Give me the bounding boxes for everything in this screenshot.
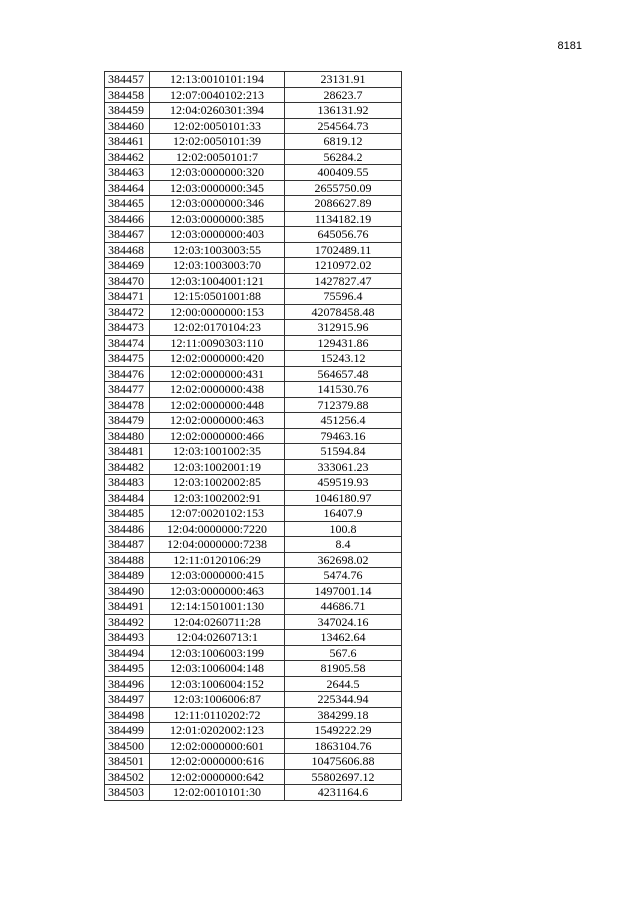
cadastral-number-cell: 12:04:0260711:28 [150,614,285,630]
cadastral-number-cell: 12:03:0000000:403 [150,227,285,243]
cadastral-number-cell: 12:04:0260301:394 [150,103,285,119]
cadastral-number-cell: 12:02:0000000:616 [150,754,285,770]
cadastral-number-cell: 12:11:0110202:72 [150,707,285,723]
value-cell: 459519.93 [285,475,402,491]
cadastral-number-cell: 12:11:0090303:110 [150,335,285,351]
value-cell: 1549222.29 [285,723,402,739]
row-id-cell: 384479 [105,413,150,429]
cadastral-number-cell: 12:02:0000000:420 [150,351,285,367]
cadastral-number-cell: 12:00:0000000:153 [150,304,285,320]
value-cell: 51594.84 [285,444,402,460]
row-id-cell: 384503 [105,785,150,801]
row-id-cell: 384484 [105,490,150,506]
table-row [105,630,402,646]
row-id-cell: 384485 [105,506,150,522]
value-cell: 56284.2 [285,149,402,165]
cadastral-number-cell: 12:04:0000000:7238 [150,537,285,553]
value-cell: 16407.9 [285,506,402,522]
table-row [105,614,402,630]
value-cell: 1046180.97 [285,490,402,506]
page-number: 8181 [557,40,582,52]
value-cell: 141530.76 [285,382,402,398]
value-cell: 384299.18 [285,707,402,723]
table-row [105,134,402,150]
row-id-cell: 384489 [105,568,150,584]
cadastral-number-cell: 12:02:0000000:466 [150,428,285,444]
table-row [105,645,402,661]
row-id-cell: 384460 [105,118,150,134]
value-cell: 1497001.14 [285,583,402,599]
table-row [105,180,402,196]
value-cell: 13462.64 [285,630,402,646]
cadastral-number-cell: 12:03:0000000:346 [150,196,285,212]
row-id-cell: 384499 [105,723,150,739]
table-row [105,413,402,429]
value-cell: 42078458.48 [285,304,402,320]
cadastral-number-cell: 12:03:1003003:70 [150,258,285,274]
value-cell: 129431.86 [285,335,402,351]
row-id-cell: 384476 [105,366,150,382]
table-row [105,304,402,320]
table-row [105,521,402,537]
table-row [105,537,402,553]
value-cell: 1427827.47 [285,273,402,289]
value-cell: 8.4 [285,537,402,553]
value-cell: 79463.16 [285,428,402,444]
row-id-cell: 384500 [105,738,150,754]
table-row [105,676,402,692]
value-cell: 2655750.09 [285,180,402,196]
value-cell: 44686.71 [285,599,402,615]
cadastral-number-cell: 12:14:1501001:130 [150,599,285,615]
row-id-cell: 384462 [105,149,150,165]
row-id-cell: 384502 [105,769,150,785]
row-id-cell: 384466 [105,211,150,227]
row-id-cell: 384495 [105,661,150,677]
table-row [105,506,402,522]
value-cell: 2086627.89 [285,196,402,212]
table-row [105,382,402,398]
cadastral-number-cell: 12:03:1002002:91 [150,490,285,506]
table-row [105,273,402,289]
row-id-cell: 384457 [105,72,150,88]
cadastral-number-cell: 12:03:1003003:55 [150,242,285,258]
table-row [105,785,402,801]
table-row [105,165,402,181]
value-cell: 23131.91 [285,72,402,88]
cadastral-number-cell: 12:03:0000000:415 [150,568,285,584]
cadastral-number-cell: 12:01:0202002:123 [150,723,285,739]
table-row [105,769,402,785]
cadastral-number-cell: 12:02:0050101:39 [150,134,285,150]
table-row [105,118,402,134]
cadastral-number-cell: 12:03:0000000:345 [150,180,285,196]
row-id-cell: 384470 [105,273,150,289]
table-row [105,87,402,103]
table-row [105,242,402,258]
value-cell: 347024.16 [285,614,402,630]
cadastral-number-cell: 12:02:0000000:601 [150,738,285,754]
row-id-cell: 384493 [105,630,150,646]
value-cell: 100.8 [285,521,402,537]
table-row [105,227,402,243]
table-row [105,258,402,274]
row-id-cell: 384458 [105,87,150,103]
value-cell: 362698.02 [285,552,402,568]
table-row [105,738,402,754]
cadastral-number-cell: 12:11:0120106:29 [150,552,285,568]
table-row [105,366,402,382]
data-table [104,71,402,801]
row-id-cell: 384501 [105,754,150,770]
row-id-cell: 384498 [105,707,150,723]
value-cell: 564657.48 [285,366,402,382]
cadastral-number-cell: 12:13:0010101:194 [150,72,285,88]
value-cell: 254564.73 [285,118,402,134]
value-cell: 1134182.19 [285,211,402,227]
table-row [105,397,402,413]
value-cell: 225344.94 [285,692,402,708]
cadastral-number-cell: 12:03:1002001:19 [150,459,285,475]
value-cell: 1863104.76 [285,738,402,754]
table-row [105,552,402,568]
cadastral-number-cell: 12:02:0050101:33 [150,118,285,134]
row-id-cell: 384480 [105,428,150,444]
row-id-cell: 384467 [105,227,150,243]
table-row [105,289,402,305]
cadastral-number-cell: 12:03:1006006:87 [150,692,285,708]
value-cell: 645056.76 [285,227,402,243]
value-cell: 5474.76 [285,568,402,584]
value-cell: 28623.7 [285,87,402,103]
cadastral-number-cell: 12:02:0000000:448 [150,397,285,413]
row-id-cell: 384478 [105,397,150,413]
row-id-cell: 384465 [105,196,150,212]
table-row [105,211,402,227]
value-cell: 333061.23 [285,459,402,475]
cadastral-number-cell: 12:04:0260713:1 [150,630,285,646]
row-id-cell: 384487 [105,537,150,553]
table-row [105,661,402,677]
row-id-cell: 384491 [105,599,150,615]
table-row [105,196,402,212]
value-cell: 10475606.88 [285,754,402,770]
cadastral-number-cell: 12:03:0000000:463 [150,583,285,599]
row-id-cell: 384459 [105,103,150,119]
cadastral-number-cell: 12:02:0050101:7 [150,149,285,165]
cadastral-number-cell: 12:03:1006004:152 [150,676,285,692]
table-row [105,444,402,460]
cadastral-number-cell: 12:04:0000000:7220 [150,521,285,537]
row-id-cell: 384494 [105,645,150,661]
cadastral-number-cell: 12:03:1004001:121 [150,273,285,289]
table-body [105,72,402,801]
cadastral-number-cell: 12:03:1001002:35 [150,444,285,460]
value-cell: 400409.55 [285,165,402,181]
table-row [105,149,402,165]
row-id-cell: 384461 [105,134,150,150]
value-cell: 55802697.12 [285,769,402,785]
table-row [105,599,402,615]
row-id-cell: 384469 [105,258,150,274]
table-row [105,707,402,723]
cadastral-number-cell: 12:02:0000000:463 [150,413,285,429]
cadastral-number-cell: 12:15:0501001:88 [150,289,285,305]
cadastral-number-cell: 12:03:1006003:199 [150,645,285,661]
row-id-cell: 384490 [105,583,150,599]
row-id-cell: 384464 [105,180,150,196]
cadastral-number-cell: 12:03:1006004:148 [150,661,285,677]
cadastral-number-cell: 12:03:0000000:385 [150,211,285,227]
table-row [105,335,402,351]
row-id-cell: 384472 [105,304,150,320]
cadastral-number-cell: 12:03:0000000:320 [150,165,285,181]
cadastral-number-cell: 12:02:0000000:642 [150,769,285,785]
cadastral-number-cell: 12:03:1002002:85 [150,475,285,491]
table-row [105,72,402,88]
table-row [105,459,402,475]
row-id-cell: 384481 [105,444,150,460]
row-id-cell: 384497 [105,692,150,708]
cadastral-number-cell: 12:02:0170104:23 [150,320,285,336]
value-cell: 4231164.6 [285,785,402,801]
cadastral-number-cell: 12:07:0040102:213 [150,87,285,103]
table-row [105,583,402,599]
row-id-cell: 384477 [105,382,150,398]
row-id-cell: 384468 [105,242,150,258]
table-row [105,428,402,444]
value-cell: 1702489.11 [285,242,402,258]
row-id-cell: 384471 [105,289,150,305]
row-id-cell: 384488 [105,552,150,568]
value-cell: 712379.88 [285,397,402,413]
value-cell: 2644.5 [285,676,402,692]
value-cell: 6819.12 [285,134,402,150]
table-row [105,103,402,119]
row-id-cell: 384475 [105,351,150,367]
value-cell: 1210972.02 [285,258,402,274]
row-id-cell: 384473 [105,320,150,336]
value-cell: 312915.96 [285,320,402,336]
row-id-cell: 384463 [105,165,150,181]
row-id-cell: 384483 [105,475,150,491]
cadastral-number-cell: 12:02:0000000:431 [150,366,285,382]
value-cell: 567.6 [285,645,402,661]
row-id-cell: 384492 [105,614,150,630]
row-id-cell: 384486 [105,521,150,537]
table-row [105,754,402,770]
value-cell: 81905.58 [285,661,402,677]
row-id-cell: 384474 [105,335,150,351]
row-id-cell: 384482 [105,459,150,475]
cadastral-number-cell: 12:02:0000000:438 [150,382,285,398]
value-cell: 451256.4 [285,413,402,429]
table-row [105,723,402,739]
row-id-cell: 384496 [105,676,150,692]
table-row [105,320,402,336]
value-cell: 15243.12 [285,351,402,367]
table-row [105,351,402,367]
cadastral-number-cell: 12:07:0020102:153 [150,506,285,522]
table-row [105,475,402,491]
value-cell: 136131.92 [285,103,402,119]
table-row [105,490,402,506]
table-row [105,692,402,708]
table-row [105,568,402,584]
value-cell: 75596.4 [285,289,402,305]
cadastral-number-cell: 12:02:0010101:30 [150,785,285,801]
